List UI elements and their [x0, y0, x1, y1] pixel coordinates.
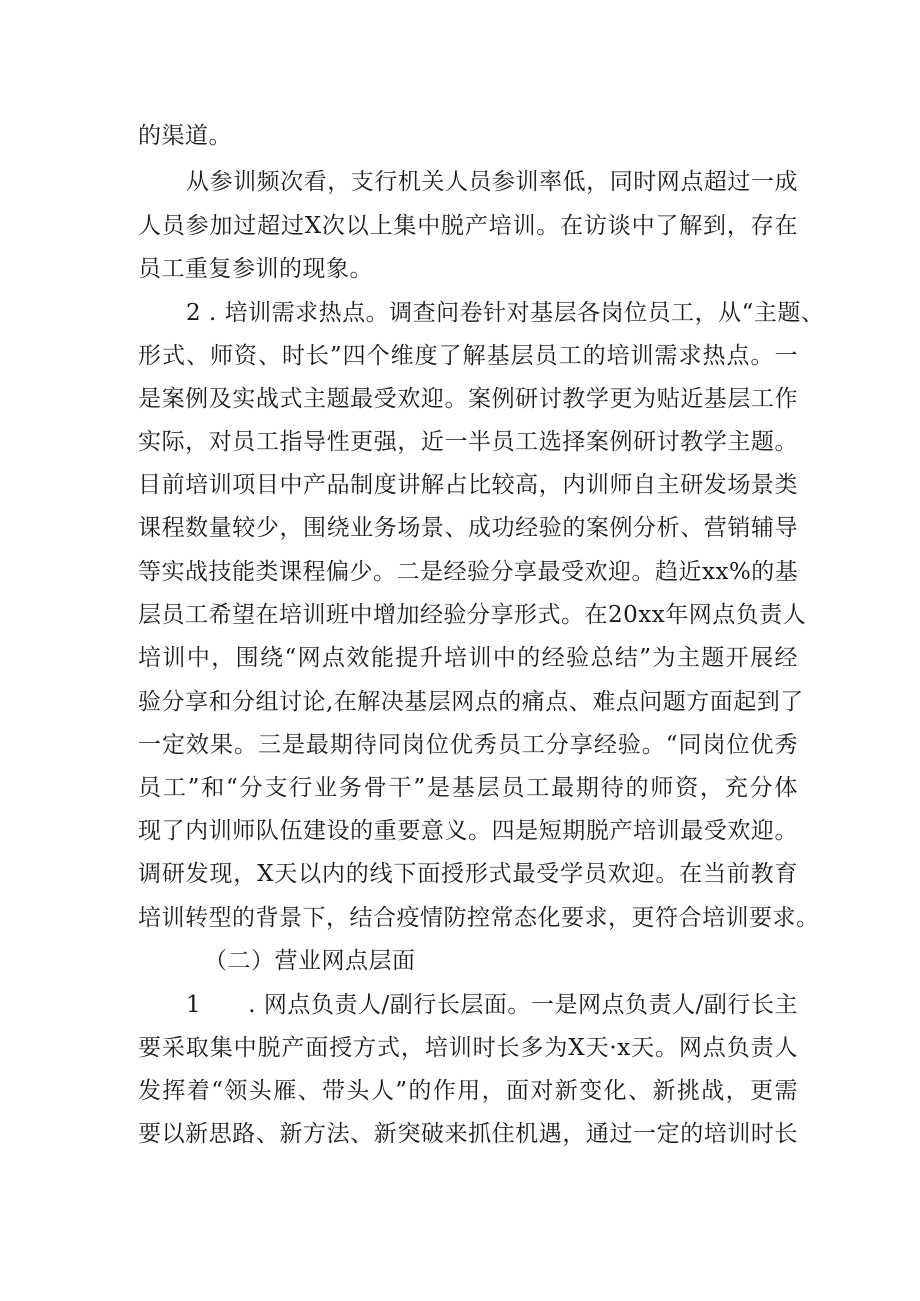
text-line: 验分享和分组讨论,在解决基层网点的痛点、难点问题方面起到了 — [138, 689, 804, 715]
text-line: 现了内训师队伍建设的重要意义。四是短期脱产培训最受欢迎。 — [138, 818, 798, 844]
text-line: 要以新思路、新方法、新突破来抓住机遇，通过一定的培训时长 — [138, 1121, 798, 1147]
text-line: 2 . 培训需求热点。调查问卷针对基层各岗位员工，从“主题、 — [186, 300, 825, 326]
text-line: 的渠道。 — [138, 123, 232, 149]
text-line: 员工重复参训的现象。 — [138, 256, 373, 282]
text-line: 实际，对员工指导性更强，近一半员工选择案例研讨教学主题。 — [138, 429, 798, 455]
text-line: 人员参加过超过X次以上集中脱产培训。在访谈中了解到，存在 — [138, 213, 798, 239]
text-line: 培训中，围绕“网点效能提升培训中的经验总结”为主题开展经 — [138, 645, 798, 671]
text-line: 1 . 网点负责人/副行长层面。一是网点负责人/副行长主 — [186, 992, 798, 1018]
text-line: 目前培训项目中产品制度讲解占比较高，内训师自主研发场景类 — [138, 472, 798, 498]
text-line: 层员工希望在培训班中增加经验分享形式。在20xx年网点负责人 — [138, 602, 807, 628]
text-line: 课程数量较少，围绕业务场景、成功经验的案例分析、营销辅导 — [138, 515, 798, 541]
text-line: 要采取集中脱产面授方式，培训时长多为X天·x天。网点负责人 — [138, 1035, 798, 1061]
text-line: 等实战技能类课程偏少。二是经验分享最受欢迎。趋近xx%的基 — [138, 559, 799, 585]
text-line: 形式、师资、时长”四个维度了解基层员工的培训需求热点。一 — [138, 343, 798, 369]
text-line: 发挥着“领头雁、带头人”的作用，面对新变化、新挑战，更需 — [138, 1078, 798, 1104]
text-line: 是案例及实战式主题最受欢迎。案例研讨教学更为贴近基层工作 — [138, 386, 798, 412]
section-heading: （二）营业网点层面 — [204, 948, 416, 974]
text-line: 从参训频次看，支行机关人员参训率低，同时网点超过一成 — [186, 169, 798, 195]
text-line: 员工”和“分支行业务骨干”是基层员工最期待的师资，充分体 — [138, 775, 798, 801]
text-line: 一定效果。三是最期待同岗位优秀员工分享经验。“同岗位优秀 — [138, 732, 798, 758]
text-line: 培训转型的背景下，结合疫情防控常态化要求，更符合培训要求。 — [138, 905, 820, 931]
text-line: 调研发现，X天以内的线下面授形式最受学员欢迎。在当前教育 — [138, 861, 798, 887]
